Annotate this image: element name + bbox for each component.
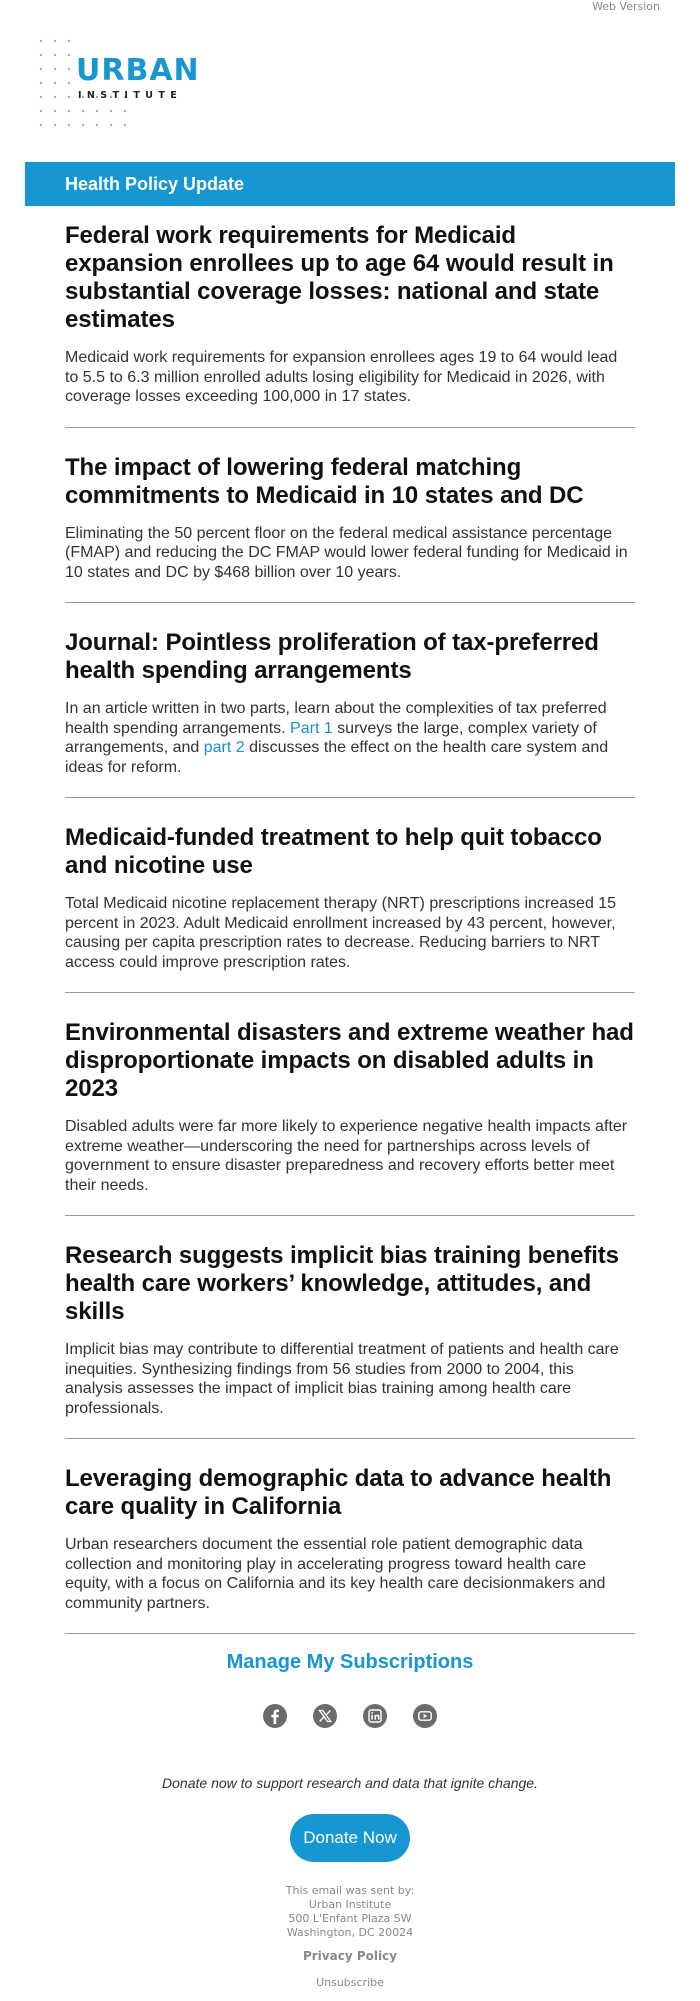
summary-text: discusses the effect on the health care system and ideas for reform.: [65, 739, 609, 776]
article-summary: Implicit bias may contribute to differential treatment of patients and health care inequities. Synthesizing findings from 56 studies from 2000 to 2004, this analysis assesses the impact of implicit bias training among health care professionals.: [65, 1341, 619, 1417]
article-summary: Disabled adults were far more likely to experience negative health impacts after extreme weather—underscoring the need for partnerships across levels of government to ensure disaster preparedness and recovery efforts better meet their needs.: [65, 1118, 628, 1194]
article-title[interactable]: Leveraging demographic data to advance health care quality in California: [65, 1465, 612, 1520]
x-twitter-icon[interactable]: [312, 1703, 338, 1729]
summary-text: In an article written in two parts, learn about the complexities of tax preferred health spending arrangements.: [65, 700, 607, 737]
article-summary: Eliminating the 50 percent floor on the federal medical assistance percentage (FMAP) and reducing the DC FMAP would lower federal funding for Medicaid in 10 states and DC by $468 billion over 10 years.: [65, 524, 628, 581]
donate-message: Donate now to support research and data that ignite change.: [162, 1775, 538, 1791]
sender-city: Washington, DC 20024: [286, 1926, 414, 1939]
linkedin-icon[interactable]: [362, 1703, 388, 1729]
divider: [65, 1438, 635, 1439]
article-item: [65, 450, 635, 583]
summary-text: surveys the large, complex variety of arrangements, and: [65, 719, 597, 756]
urban-institute-logo[interactable]: [38, 38, 218, 138]
sender-address: 500 L'Enfant Plaza SW: [288, 1912, 412, 1925]
article-summary: Total Medicaid nicotine replacement therapy (NRT) prescriptions increased 15 percent in 2023. Adult Medicaid enrollment increased by 43 percent, however, causing per capita prescription rates to decrease. Reducing barriers to NRT access could improve prescription rates.: [65, 895, 617, 971]
web-version-link[interactable]: Web Version: [592, 0, 660, 13]
article-title[interactable]: Journal: Pointless proliferation of tax-preferred health spending arrangements: [65, 629, 599, 684]
youtube-icon[interactable]: [412, 1703, 438, 1729]
article-title[interactable]: Medicaid-funded treatment to help quit tobacco and nicotine use: [65, 824, 602, 879]
part-1-link[interactable]: Part 1: [290, 719, 333, 737]
donate-button[interactable]: Donate Now: [290, 1814, 410, 1862]
divider: [65, 992, 635, 993]
article-item: [65, 1015, 635, 1195]
sender-name: Urban Institute: [308, 1898, 392, 1911]
logo-wordmark: URBAN: [76, 53, 200, 88]
article-item: [65, 820, 635, 972]
article-item: [65, 1238, 635, 1418]
article-summary: Medicaid work requirements for expansion enrollees ages 19 to 64 would lead to 5.5 to 6.3 million enrolled adults losing eligibility for Medicaid in 2026, with coverage losses exceeding 100,000 in 17 states.: [65, 349, 618, 405]
manage-subscriptions-link[interactable]: Manage My Subscriptions: [226, 1651, 474, 1673]
article-list: [65, 218, 635, 1656]
facebook-icon[interactable]: [262, 1703, 288, 1729]
section-banner: [25, 162, 675, 206]
divider: [65, 797, 635, 798]
privacy-policy-link[interactable]: Privacy Policy: [302, 1949, 398, 1963]
article-title[interactable]: Federal work requirements for Medicaid expansion enrollees up to age 64 would result in substantial coverage losses: national and state estimates: [65, 222, 614, 333]
article-title[interactable]: Environmental disasters and extreme weather had disproportionate impacts on disabled adults in 2023: [65, 1019, 634, 1102]
article-item: [65, 218, 635, 407]
article-summary: [65, 699, 635, 777]
sender-line: This email was sent by:: [285, 1884, 415, 1897]
logo-subtitle: INSTITUTE: [78, 90, 183, 101]
article-item: [65, 625, 635, 777]
part-2-link[interactable]: part 2: [203, 739, 245, 756]
article-title[interactable]: Research suggests implicit bias training benefits health care workers’ knowledge, attitudes, and skills: [65, 1242, 619, 1325]
divider: [65, 1215, 635, 1216]
divider: [65, 602, 635, 603]
article-item: [65, 1461, 635, 1613]
article-summary: Urban researchers document the essential role patient demographic data collection and monitoring play in accelerating progress toward health care equity, with a focus on California and its key health care decisionmakers and community partners.: [65, 1536, 606, 1612]
unsubscribe-link[interactable]: Unsubscribe: [316, 1976, 384, 1989]
divider: [65, 427, 635, 428]
sender-info: [0, 1884, 700, 1940]
social-links: [0, 1703, 700, 1729]
article-title[interactable]: The impact of lowering federal matching commitments to Medicaid in 10 states and DC: [65, 453, 584, 509]
divider: [65, 1633, 635, 1634]
banner-title: Health Policy Update: [65, 174, 245, 194]
